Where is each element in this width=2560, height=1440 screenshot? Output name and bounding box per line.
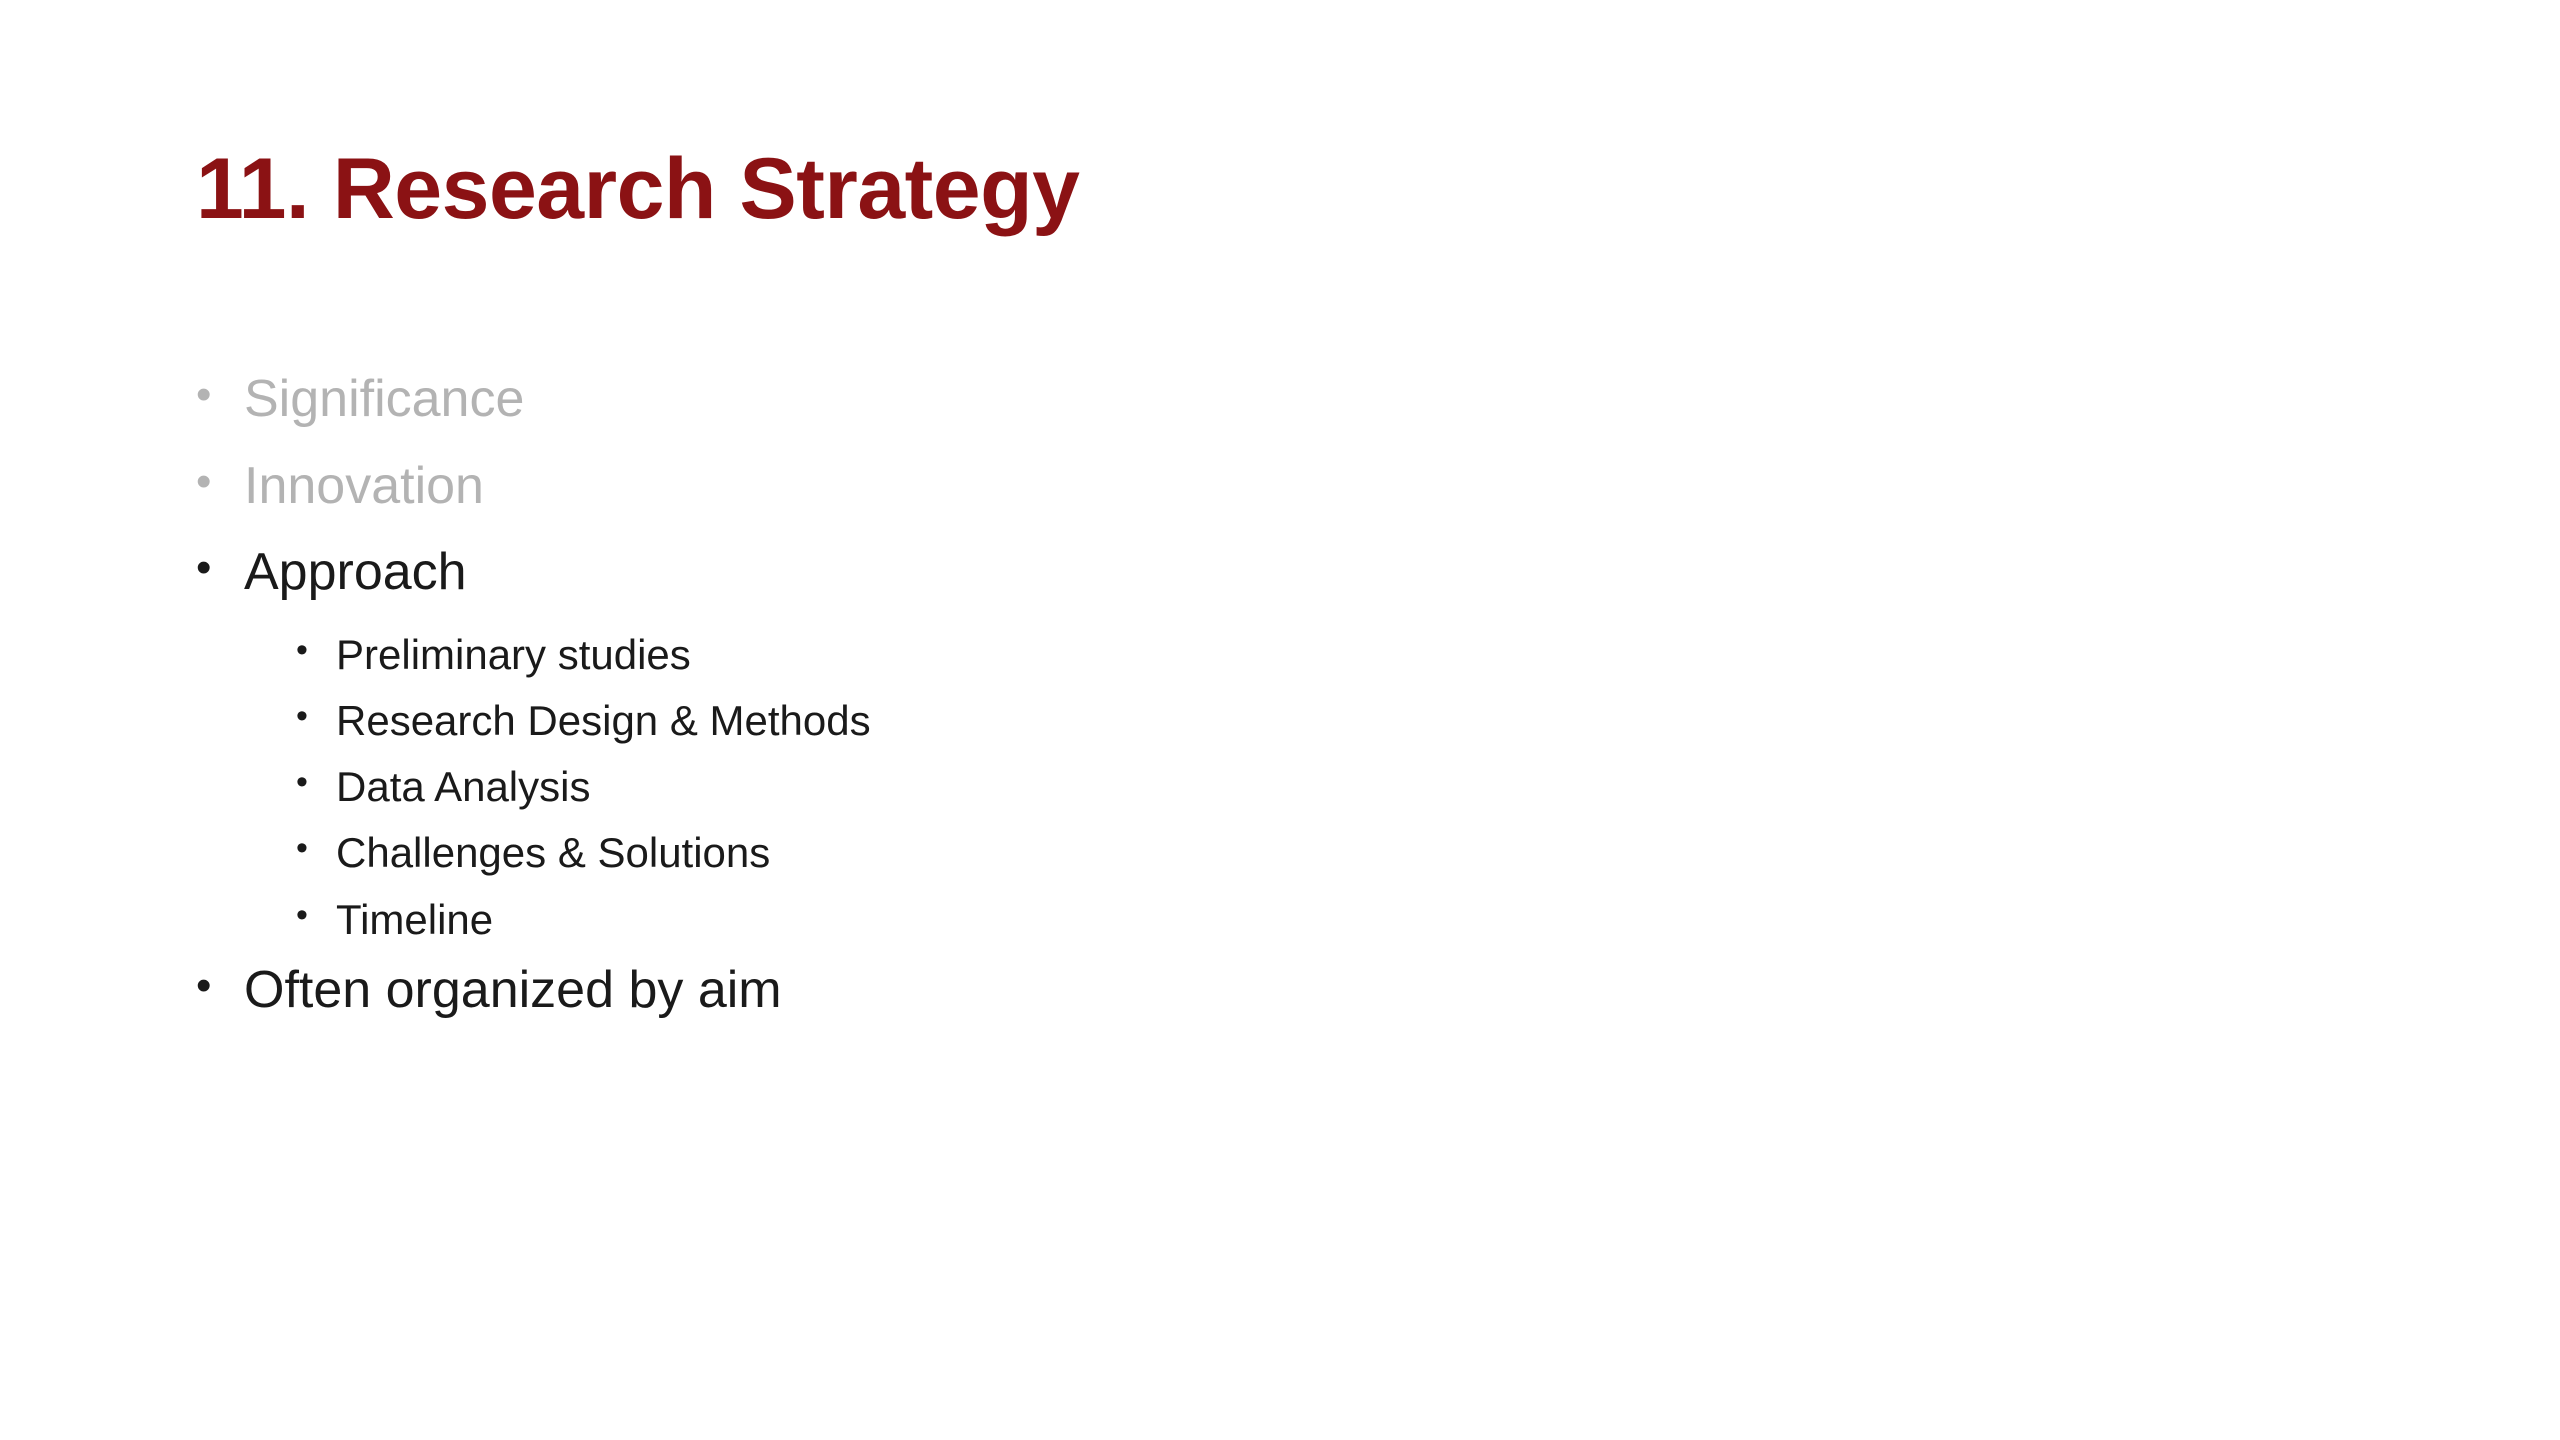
list-item-label: Significance [244,370,525,428]
list-item [196,764,2196,810]
list-item-label: Challenges & Solutions [336,829,771,877]
list-item [196,960,2196,1019]
bullet-icon: • [196,370,212,419]
bullet-icon: • [296,895,308,934]
list-item [196,698,2196,744]
list-item [196,830,2196,876]
sub-bullet-list [196,632,2196,943]
bullet-icon: • [296,696,308,735]
list-item [196,632,2196,678]
list-item-label: Often organized by aim [244,960,782,1019]
page-title: 11. Research Strategy [196,141,1080,237]
bullet-icon: • [196,543,212,593]
list-item [196,897,2196,943]
bullet-icon: • [196,960,212,1010]
list-item-label: Preliminary studies [336,630,691,678]
list-item-label: Data Analysis [336,763,591,811]
bullet-icon: • [296,630,308,669]
bullet-list [196,372,2196,1049]
list-item [196,456,2196,515]
list-item-label: Innovation [244,456,484,515]
list-item [196,372,2196,427]
list-item-label: Timeline [336,895,494,943]
bullet-icon: • [196,456,212,506]
bullet-icon: • [296,829,308,868]
list-item [196,545,2196,600]
list-item-label: Research Design & Methods [336,696,871,744]
bullet-icon: • [296,763,308,802]
list-item-label: Approach [244,543,467,602]
